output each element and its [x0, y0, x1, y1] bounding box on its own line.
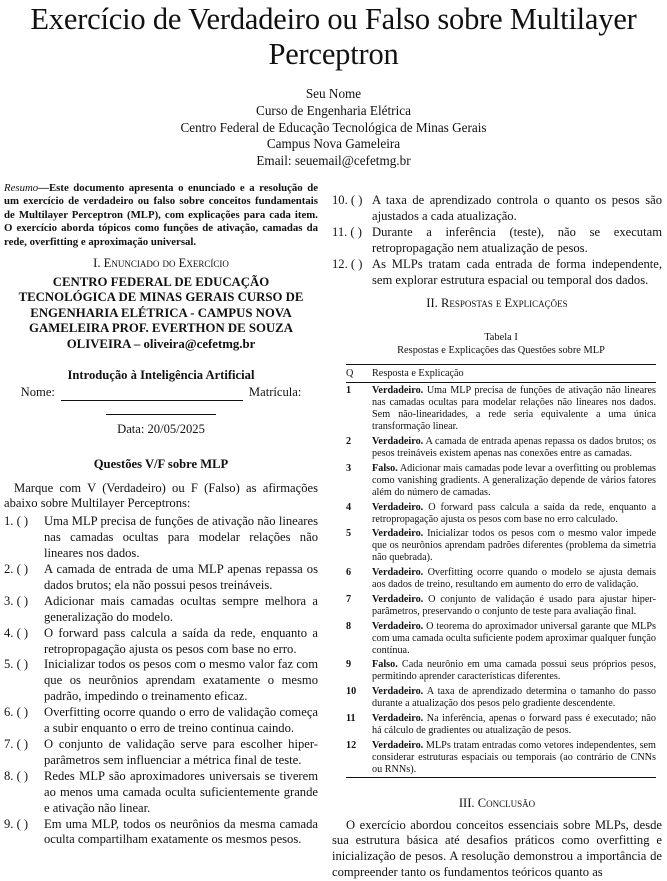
question-mark: 6. ( )	[4, 705, 29, 720]
list-item	[332, 225, 662, 257]
institution-block: CENTRO FEDERAL DE EDUCAÇÃO TECNOLÓGICA DE MINAS GERAIS CURSO DE ENGENHARIA ELÉTRICA - CAMPUS NOVA GAMELEIRA PROF. EVERTHON DE SOUZA OLIVEIRA – oliveira@cefetmg.br	[18, 274, 304, 351]
row-explanation: MLPs tratam entradas como vetores independentes, sem considerar estruturas espaciais ou temporais (ao contrário de CNNs ou RNNs).	[372, 739, 656, 775]
row-verdict: Verdadeiro.	[372, 713, 424, 725]
row-explanation: Cada neurônio em uma camada possui seus próprios pesos, permitindo aprender características diferentes.	[372, 659, 656, 683]
table-row	[346, 461, 656, 500]
row-number: 2	[346, 436, 352, 448]
left-column	[4, 182, 318, 848]
row-answer	[372, 738, 656, 777]
list-item	[4, 657, 318, 705]
table-row	[346, 684, 656, 711]
question-text: Overfitting ocorre quando o erro de validação começa a subir enquanto o erro de treino continua caindo.	[44, 705, 318, 736]
question-mark: 5. ( )	[4, 657, 29, 672]
abstract-text: Este documento apresenta o enunciado e a resolução de um exercício de verdadeiro ou falso sobre conceitos fundamentais de Multilayer Perceptron (MLP), com explicações para cada item. O exercício aborda tópicos como funções de ativação, camadas da rede, overfitting e aproximação universal.	[4, 182, 318, 248]
row-answer	[372, 684, 656, 711]
header-q: Q	[346, 367, 354, 379]
table-header-row	[346, 364, 656, 383]
list-item	[4, 817, 318, 849]
row-explanation: O conjunto de validação é usado para ajustar hiper-parâmetros, preservando o conjunto de teste para avaliação final.	[372, 593, 656, 617]
question-text: Inicializar todos os pesos com o mesmo valor faz com que os neurônios aprendam exatamente o mesmo padrão, impedindo o treinamento eficaz.	[44, 657, 318, 704]
table-row	[346, 383, 656, 434]
registration-blank-row	[4, 403, 318, 420]
question-text: Adicionar mais camadas ocultas sempre melhora a generalização do modelo.	[44, 593, 318, 624]
name-blank[interactable]	[61, 389, 243, 401]
section-heading-1	[4, 256, 318, 272]
question-mark: 7. ( )	[4, 737, 29, 751]
question-text: Redes MLP são aproximadores universais se tiverem ao menos uma camada oculta suficientemente grande e ativação não linear.	[44, 768, 318, 815]
row-verdict: Falso.	[372, 462, 398, 474]
row-verdict: Verdadeiro.	[372, 739, 424, 751]
list-item	[4, 737, 318, 769]
row-answer	[372, 711, 656, 738]
form-row	[4, 385, 318, 401]
row-explanation: Na inferência, apenas o forward pass é executado; não há cálculo de gradientes ou atualização de pesos.	[372, 713, 657, 736]
row-answer	[372, 526, 656, 565]
abstract-label: Resumo	[4, 182, 39, 194]
row-explanation: A taxa de aprendizado determina o tamanho do passo durante a atualização dos pesos pelo gradiente descendente.	[372, 686, 657, 710]
instructions: Marque com V (Verdadeiro) ou F (Falso) as afirmações abaixo sobre Multilayer Perceptrons:	[4, 480, 318, 511]
author-name: Seu Nome	[305, 86, 362, 101]
row-verdict: Verdadeiro.	[372, 501, 424, 513]
author-block	[0, 86, 667, 170]
row-verdict: Verdadeiro.	[372, 686, 424, 698]
question-list-left	[4, 514, 318, 848]
answers-table-block	[332, 332, 662, 777]
list-item	[4, 769, 318, 817]
section-number: III.	[458, 795, 475, 810]
abstract-dash: —	[38, 182, 49, 194]
answers-table	[346, 364, 656, 778]
row-verdict: Verdadeiro.	[372, 620, 424, 632]
header-answer: Resposta e Explicação	[372, 367, 464, 379]
row-explanation: A camada de entrada apenas repassa os dados brutos; os pesos treináveis existem apenas nas conexões entre as camadas.	[372, 436, 656, 459]
row-answer	[372, 461, 656, 500]
question-mark: 12. ( )	[332, 256, 363, 271]
question-text: As MLPs tratam cada entrada de forma independente, sem explorar estrutura espacial ou temporal dos dados.	[372, 256, 662, 287]
questions-heading: Questões V/F sobre MLP	[93, 456, 229, 471]
row-number: 5	[346, 528, 352, 540]
row-number: 3	[346, 462, 352, 474]
section-title: Enunciado do Exercício	[103, 256, 229, 271]
question-list-right	[332, 193, 662, 288]
row-explanation: Overfitting ocorre quando o modelo se ajusta demais aos dados de treino, resultando em aumento do erro de validação.	[372, 567, 657, 591]
author-institution: Centro Federal de Educação Tecnológica de Minas Gerais	[180, 119, 487, 135]
table-label: Tabela I	[484, 332, 518, 344]
paper-title: Exercício de Verdadeiro ou Falso sobre Multilayer Perceptron	[30, 2, 637, 71]
row-answer	[372, 657, 656, 684]
row-answer	[372, 592, 656, 619]
row-number: 9	[346, 659, 352, 671]
row-verdict: Verdadeiro.	[372, 528, 424, 540]
list-item	[4, 562, 318, 594]
question-mark: 4. ( )	[4, 625, 29, 640]
question-text: A taxa de aprendizado controla o quanto os pesos são ajustados a cada atualização.	[372, 193, 662, 223]
row-number: 8	[346, 620, 352, 632]
table-row	[346, 711, 656, 738]
question-text: O forward pass calcula a saída da rede, enquanto a retropropagação ajusta os pesos com base no erro.	[44, 625, 318, 656]
table-row	[346, 592, 656, 619]
row-verdict: Verdadeiro.	[372, 436, 424, 448]
list-item	[4, 626, 318, 658]
question-text: O conjunto de validação serve para escolher hiper-parâmetros sem influenciar a métrica final de teste.	[44, 737, 318, 767]
row-number: 1	[346, 385, 352, 397]
row-answer	[372, 434, 656, 461]
right-column	[332, 193, 662, 881]
list-item	[332, 193, 662, 225]
row-number: 4	[346, 501, 352, 513]
section-heading-2	[332, 296, 662, 312]
table-row	[346, 434, 656, 461]
question-text: Durante a inferência (teste), não se executam retropropagação nem atualização de pesos.	[372, 224, 662, 255]
row-number: 12	[346, 739, 357, 751]
author-campus: Campus Nova Gameleira	[266, 136, 401, 152]
table-row	[346, 657, 656, 684]
row-verdict: Verdadeiro.	[372, 593, 424, 605]
row-verdict: Falso.	[372, 659, 398, 671]
section-number: I.	[93, 256, 101, 271]
author-email: Email: seuemail@cefetmg.br	[256, 153, 411, 169]
question-mark: 8. ( )	[4, 768, 29, 783]
registration-blank[interactable]	[106, 403, 216, 415]
row-explanation: O forward pass calcula a saída da rede, enquanto a retropropagação ajusta os pesos com base no erro calculado.	[372, 501, 657, 525]
section-number: II.	[426, 296, 438, 311]
list-item	[4, 594, 318, 626]
name-label: Nome:	[20, 384, 55, 399]
table-row	[346, 619, 656, 658]
question-mark: 2. ( )	[4, 562, 29, 577]
section-title: Conclusão	[477, 795, 536, 810]
list-item	[332, 257, 662, 289]
question-mark: 11. ( )	[332, 224, 362, 239]
row-number: 7	[346, 593, 352, 605]
table-row	[346, 526, 656, 565]
list-item	[4, 705, 318, 737]
row-verdict: Verdadeiro.	[372, 385, 424, 397]
row-answer	[372, 383, 656, 434]
registration-label: Matrícula:	[248, 384, 302, 399]
question-text: Em uma MLP, todos os neurônios da mesma camada oculta compartilham exatamente os mesmos pesos.	[44, 816, 318, 847]
row-answer	[372, 500, 656, 527]
row-answer	[372, 565, 656, 592]
row-explanation: Uma MLP precisa de funções de ativação não lineares nas camadas ocultas para modelar relações não lineares nos dados. Sem não-linearidades, a rede seria equivalente a uma única transformação linear.	[372, 385, 657, 433]
row-verdict: Verdadeiro.	[372, 567, 424, 579]
course-title: Introdução à Inteligência Artificial	[67, 367, 255, 382]
row-explanation: O teorema do aproximador universal garante que MLPs com uma camada oculta suficiente podem aproximar qualquer função contínua.	[372, 620, 657, 656]
section-heading-3	[332, 796, 662, 812]
question-mark: 10. ( )	[332, 193, 363, 207]
date: Data: 20/05/2025	[117, 421, 205, 436]
question-mark: 3. ( )	[4, 593, 29, 608]
conclusion-text: O exercício abordou conceitos essenciais sobre MLPs, desde sua estrutura básica até desafios práticos como overfitting e inicialização de pesos. A resolução demonstrou a importância de compreender tanto os fundamentos teóricos quanto as	[332, 817, 662, 880]
row-explanation: Inicializar todos os pesos com o mesmo valor impede que os neurônios aprendam padrões diferentes (problema da simetria não quebrada).	[372, 528, 656, 564]
row-number: 6	[346, 567, 352, 579]
table-row	[346, 738, 656, 777]
section-title: Respostas e Explicações	[441, 296, 568, 311]
row-answer	[372, 619, 656, 658]
question-mark: 1. ( )	[4, 514, 29, 529]
table-row	[346, 565, 656, 592]
table-row	[346, 500, 656, 527]
question-text: Uma MLP precisa de funções de ativação não lineares nas camadas ocultas para modelar relações não lineares nos dados.	[44, 514, 318, 561]
question-text: A camada de entrada de uma MLP apenas repassa os dados brutos; ela não possui pesos treináveis.	[44, 562, 318, 592]
abstract	[4, 182, 318, 249]
row-number: 10	[346, 686, 357, 698]
table-caption: Respostas e Explicações das Questões sobre MLP	[397, 344, 605, 356]
list-item	[4, 514, 318, 562]
row-number: 11	[346, 713, 356, 725]
question-mark: 9. ( )	[4, 816, 29, 831]
author-dept: Curso de Engenharia Elétrica	[256, 102, 411, 118]
row-explanation: Adicionar mais camadas pode levar a overfitting ou problemas como vanishing gradients. A generalização depende de vários fatores além do número de camadas.	[372, 462, 657, 498]
